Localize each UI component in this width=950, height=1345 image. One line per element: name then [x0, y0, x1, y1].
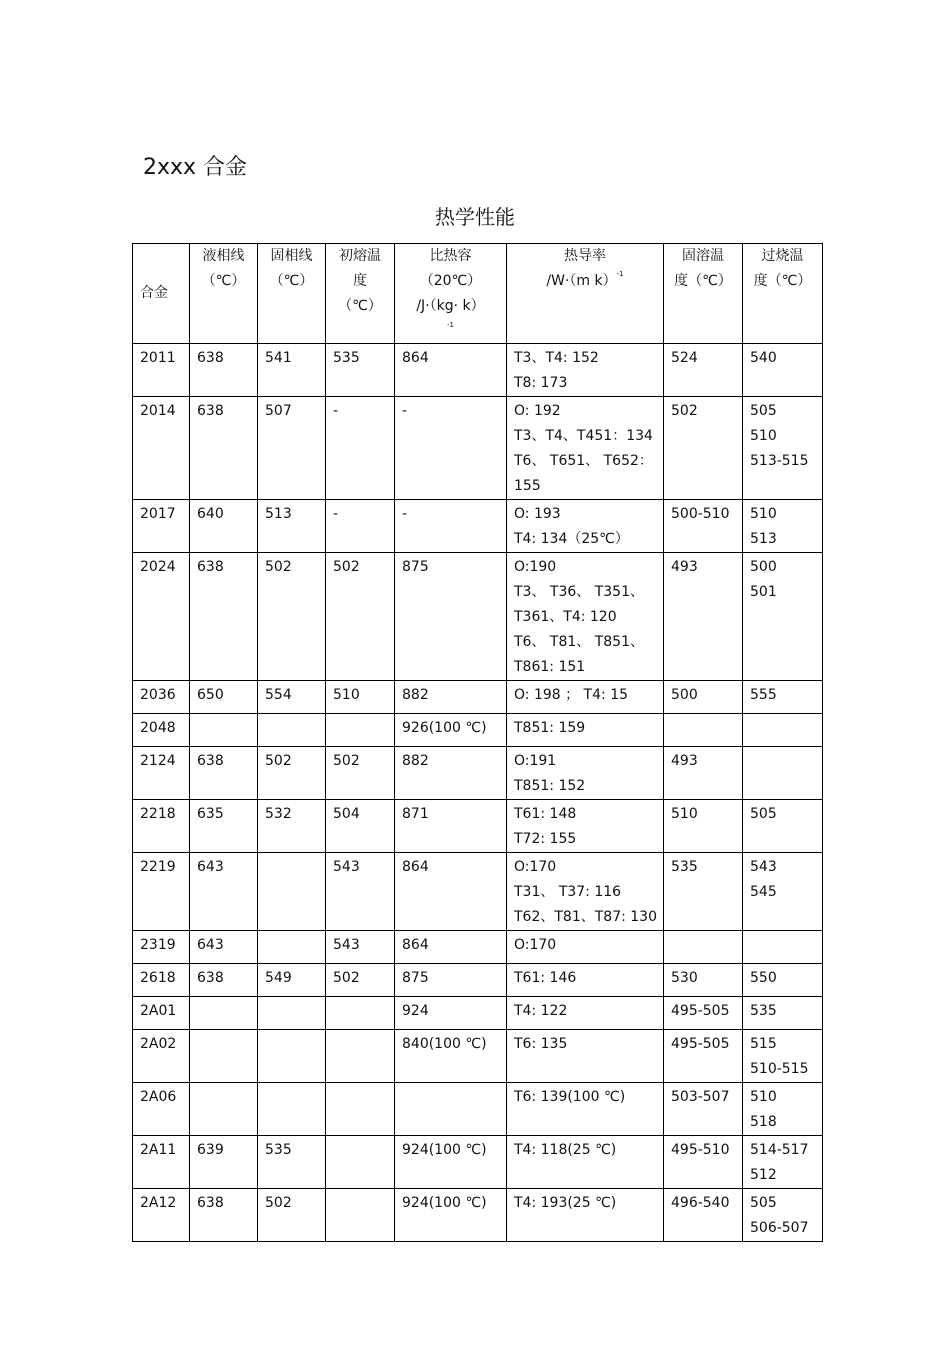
- header-solution-temperature: 固溶温 度（℃）: [664, 244, 743, 344]
- cell-incipient: [326, 1136, 395, 1189]
- cell-solidus: 541: [258, 344, 326, 397]
- table-row: [133, 1136, 823, 1189]
- cell-specific-heat: -: [395, 500, 507, 553]
- cell-alloy: 2618: [133, 964, 190, 997]
- cell-solution: 495-510: [664, 1136, 743, 1189]
- cell-overburn: 514-517 512: [743, 1136, 823, 1189]
- cell-incipient: 543: [326, 931, 395, 964]
- cell-solidus: [258, 1083, 326, 1136]
- cell-incipient: 504: [326, 800, 395, 853]
- cell-solution: 530: [664, 964, 743, 997]
- cell-conductivity: T4: 118(25 ℃): [507, 1136, 664, 1189]
- cell-conductivity: T6: 139(100 ℃): [507, 1083, 664, 1136]
- cell-alloy: 2014: [133, 397, 190, 500]
- cell-overburn: 505: [743, 800, 823, 853]
- cell-alloy: 2024: [133, 553, 190, 681]
- cell-conductivity: O:170 T31、 T37: 116 T62、T81、T87: 130: [507, 853, 664, 931]
- header-specific-heat: [395, 244, 507, 344]
- cell-alloy: 2219: [133, 853, 190, 931]
- cell-liquidus: 643: [190, 853, 258, 931]
- cell-conductivity: O: 192 T3、T4、T451：134 T6、 T651、 T652： 155: [507, 397, 664, 500]
- table-row: [133, 1083, 823, 1136]
- cell-conductivity: O:190 T3、 T36、 T351、 T361、T4: 120 T6、 T81、 T851、 T861: 151: [507, 553, 664, 681]
- thermal-properties-table: [132, 243, 823, 1242]
- cell-solidus: 549: [258, 964, 326, 997]
- table-row: [133, 1030, 823, 1083]
- cell-liquidus: 638: [190, 344, 258, 397]
- table-row: [133, 397, 823, 500]
- header-alloy: 合金: [133, 244, 190, 344]
- cell-alloy: 2124: [133, 747, 190, 800]
- cell-liquidus: 650: [190, 681, 258, 714]
- cell-incipient: [326, 997, 395, 1030]
- cell-specific-heat: 875: [395, 553, 507, 681]
- cell-overburn: 555: [743, 681, 823, 714]
- cell-conductivity: T61: 148 T72: 155: [507, 800, 664, 853]
- cell-solidus: [258, 931, 326, 964]
- cell-solidus: [258, 1030, 326, 1083]
- cell-overburn: [743, 714, 823, 747]
- cell-liquidus: [190, 1083, 258, 1136]
- table-row: [133, 681, 823, 714]
- cell-overburn: 540: [743, 344, 823, 397]
- cell-incipient: 543: [326, 853, 395, 931]
- table-row: [133, 500, 823, 553]
- header-conductivity-exponent: -1: [616, 270, 624, 278]
- section-heading: 2xxx 合金: [143, 155, 248, 180]
- cell-overburn: 500 501: [743, 553, 823, 681]
- table-row: [133, 800, 823, 853]
- cell-specific-heat: 924(100 ℃): [395, 1136, 507, 1189]
- header-solidus: 固相线 （℃）: [258, 244, 326, 344]
- header-liquidus: 液相线 （℃）: [190, 244, 258, 344]
- cell-solidus: 502: [258, 553, 326, 681]
- table-row: [133, 1189, 823, 1242]
- cell-specific-heat: 864: [395, 344, 507, 397]
- cell-liquidus: 638: [190, 397, 258, 500]
- cell-specific-heat: 875: [395, 964, 507, 997]
- cell-overburn: 535: [743, 997, 823, 1030]
- cell-incipient: -: [326, 397, 395, 500]
- cell-solution: 535: [664, 853, 743, 931]
- cell-specific-heat: 871: [395, 800, 507, 853]
- cell-solution: 495-505: [664, 997, 743, 1030]
- cell-solidus: [258, 997, 326, 1030]
- cell-liquidus: 638: [190, 1189, 258, 1242]
- cell-solidus: [258, 714, 326, 747]
- cell-specific-heat: 864: [395, 931, 507, 964]
- cell-liquidus: 638: [190, 964, 258, 997]
- cell-alloy: 2A06: [133, 1083, 190, 1136]
- cell-specific-heat: 882: [395, 747, 507, 800]
- cell-incipient: [326, 714, 395, 747]
- cell-conductivity: T4: 193(25 ℃): [507, 1189, 664, 1242]
- table-row: [133, 964, 823, 997]
- table-row: [133, 553, 823, 681]
- cell-liquidus: [190, 1030, 258, 1083]
- cell-solidus: 507: [258, 397, 326, 500]
- cell-solution: 495-505: [664, 1030, 743, 1083]
- cell-overburn: 505 506-507: [743, 1189, 823, 1242]
- cell-solution: [664, 714, 743, 747]
- cell-solution: 503-507: [664, 1083, 743, 1136]
- cell-specific-heat: [395, 1083, 507, 1136]
- cell-conductivity: O: 198 ； T4: 15: [507, 681, 664, 714]
- cell-liquidus: 640: [190, 500, 258, 553]
- cell-solution: 496-540: [664, 1189, 743, 1242]
- cell-alloy: 2A11: [133, 1136, 190, 1189]
- header-specific-heat-text: 比热容 （20℃） /J·（kg· k）: [416, 248, 485, 314]
- table-row: [133, 344, 823, 397]
- cell-alloy: 2A02: [133, 1030, 190, 1083]
- cell-conductivity: O:170: [507, 931, 664, 964]
- cell-liquidus: 638: [190, 553, 258, 681]
- cell-specific-heat: 864: [395, 853, 507, 931]
- cell-solution: 493: [664, 553, 743, 681]
- cell-incipient: 535: [326, 344, 395, 397]
- cell-conductivity: T6: 135: [507, 1030, 664, 1083]
- cell-specific-heat: 882: [395, 681, 507, 714]
- cell-specific-heat: 924: [395, 997, 507, 1030]
- cell-liquidus: [190, 997, 258, 1030]
- header-incipient-melting: 初熔温 度 （℃）: [326, 244, 395, 344]
- table-row: [133, 747, 823, 800]
- cell-overburn: 505 510 513-515: [743, 397, 823, 500]
- cell-conductivity: T3、T4: 152 T8: 173: [507, 344, 664, 397]
- cell-specific-heat: 926(100 ℃): [395, 714, 507, 747]
- header-thermal-conductivity: [507, 244, 664, 344]
- cell-solidus: 532: [258, 800, 326, 853]
- cell-solidus: 535: [258, 1136, 326, 1189]
- cell-liquidus: [190, 714, 258, 747]
- cell-incipient: [326, 1189, 395, 1242]
- cell-solution: 500-510: [664, 500, 743, 553]
- cell-solidus: 502: [258, 1189, 326, 1242]
- cell-solution: 524: [664, 344, 743, 397]
- cell-solidus: 513: [258, 500, 326, 553]
- cell-overburn: 543 545: [743, 853, 823, 931]
- cell-overburn: 550: [743, 964, 823, 997]
- cell-solution: 500: [664, 681, 743, 714]
- cell-alloy: 2218: [133, 800, 190, 853]
- cell-overburn: 515 510-515: [743, 1030, 823, 1083]
- cell-overburn: [743, 931, 823, 964]
- cell-alloy: 2048: [133, 714, 190, 747]
- header-conductivity-text: 热导率 /W·（m k）: [546, 248, 617, 289]
- cell-liquidus: 643: [190, 931, 258, 964]
- cell-alloy: 2036: [133, 681, 190, 714]
- cell-alloy: 2319: [133, 931, 190, 964]
- table-row: [133, 997, 823, 1030]
- header-overburn-temperature: 过烧温 度（℃）: [743, 244, 823, 344]
- cell-conductivity: O:191 T851: 152: [507, 747, 664, 800]
- cell-incipient: 510: [326, 681, 395, 714]
- table-row: [133, 853, 823, 931]
- cell-conductivity: T851: 159: [507, 714, 664, 747]
- header-specific-heat-exponent: -1: [447, 321, 454, 329]
- cell-liquidus: 635: [190, 800, 258, 853]
- cell-alloy: 2A01: [133, 997, 190, 1030]
- cell-incipient: 502: [326, 964, 395, 997]
- cell-incipient: [326, 1030, 395, 1083]
- cell-conductivity: T61: 146: [507, 964, 664, 997]
- cell-conductivity: T4: 122: [507, 997, 664, 1030]
- table-title: 热学性能: [435, 205, 515, 229]
- cell-liquidus: 639: [190, 1136, 258, 1189]
- cell-incipient: [326, 1083, 395, 1136]
- cell-solidus: [258, 853, 326, 931]
- cell-overburn: [743, 747, 823, 800]
- cell-solution: 510: [664, 800, 743, 853]
- cell-solution: 493: [664, 747, 743, 800]
- cell-solidus: 554: [258, 681, 326, 714]
- cell-specific-heat: 924(100 ℃): [395, 1189, 507, 1242]
- cell-alloy: 2017: [133, 500, 190, 553]
- cell-incipient: 502: [326, 553, 395, 681]
- cell-alloy: 2011: [133, 344, 190, 397]
- header-row: [133, 244, 823, 344]
- table-row: [133, 931, 823, 964]
- table-row: [133, 714, 823, 747]
- cell-incipient: -: [326, 500, 395, 553]
- cell-specific-heat: -: [395, 397, 507, 500]
- cell-solidus: 502: [258, 747, 326, 800]
- cell-solution: [664, 931, 743, 964]
- cell-overburn: 510 513: [743, 500, 823, 553]
- cell-alloy: 2A12: [133, 1189, 190, 1242]
- cell-liquidus: 638: [190, 747, 258, 800]
- cell-incipient: 502: [326, 747, 395, 800]
- cell-overburn: 510 518: [743, 1083, 823, 1136]
- cell-conductivity: O: 193 T4: 134（25℃）: [507, 500, 664, 553]
- cell-solution: 502: [664, 397, 743, 500]
- cell-specific-heat: 840(100 ℃): [395, 1030, 507, 1083]
